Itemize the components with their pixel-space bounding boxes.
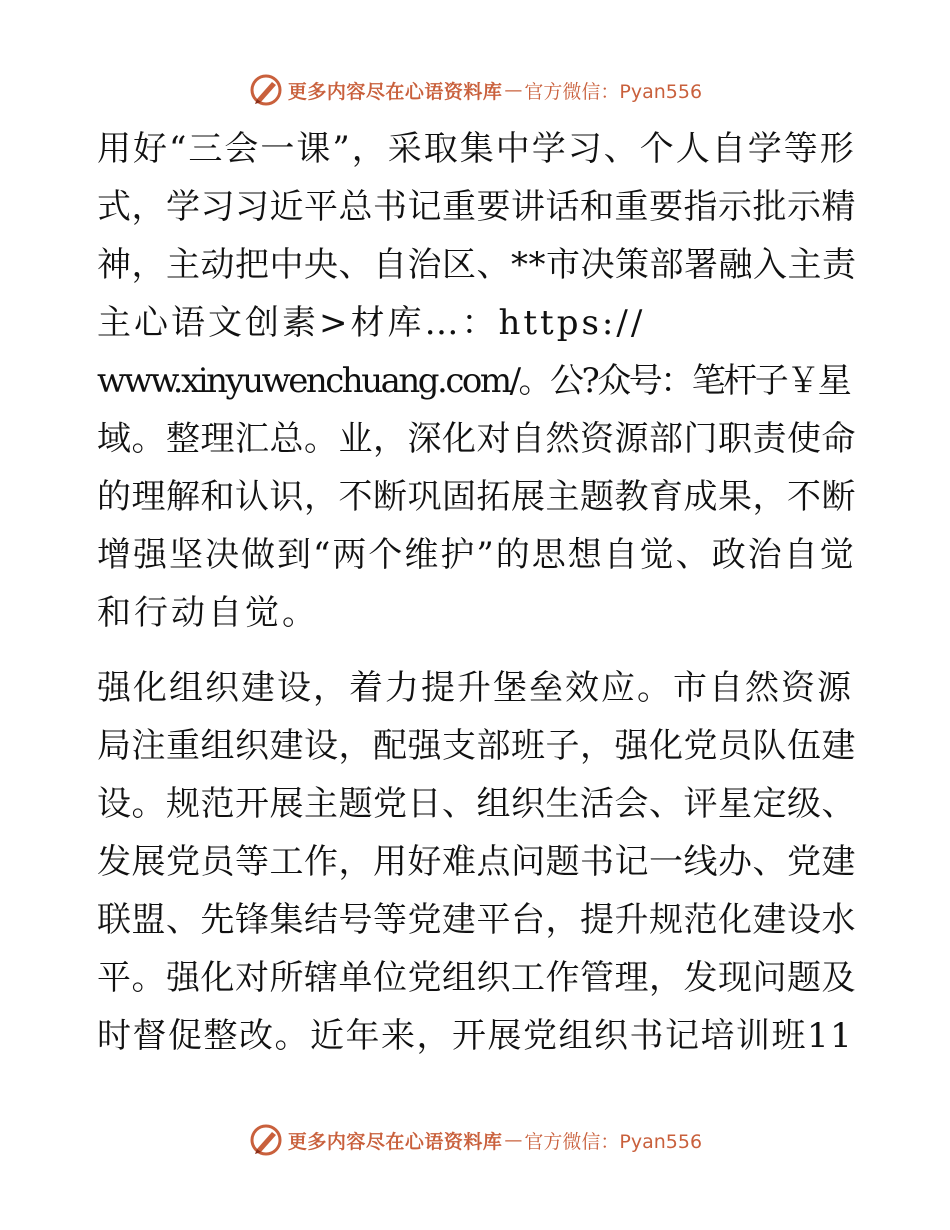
text-line: 和行动自觉。 <box>97 593 319 633</box>
text-line: www.xinyuwenchuang.com/。公?众号：笔杆子￥星 <box>97 361 850 401</box>
text-line: 联盟、先锋集结号等党建平台，提升规范化建设水 <box>97 900 856 940</box>
text-line: 的理解和认识，不断巩固拓展主题教育成果，不断 <box>97 477 856 517</box>
text-line: 发展党员等工作，用好难点问题书记一线办、党建 <box>97 842 856 882</box>
header-watermark <box>0 70 950 110</box>
watermark-separator: — <box>504 79 523 101</box>
text-line: 域。整理汇总。业，深化对自然资源部门职责使命 <box>97 419 856 459</box>
text-line: 局注重组织建设，配强支部班子，强化党员队伍建 <box>97 726 856 766</box>
watermark-brand: 更多内容尽在心语资料库 <box>287 80 503 103</box>
footer-watermark <box>0 1120 950 1160</box>
text-line: 用好“三会一课”，采取集中学习、个人自学等形 <box>97 129 856 169</box>
text-line: 增强坚决做到“两个维护”的思想自觉、政治自觉 <box>97 535 856 575</box>
text-line: 神，主动把中央、自治区、**市决策部署融入主责 <box>97 245 857 285</box>
text-line: 主心语文创素>材库…：https:// <box>97 303 646 343</box>
text-line: 强化组织建设，着力提升堡垒效应。市自然资源 <box>97 668 853 708</box>
watermark-contact: 官方微信：Pyan556 <box>524 1130 703 1153</box>
pen-logo-icon <box>248 1122 284 1158</box>
watermark-brand: 更多内容尽在心语资料库 <box>287 1130 503 1153</box>
text-line: 式，学习习近平总书记重要讲话和重要指示批示精 <box>97 187 856 227</box>
text-line: 设。规范开展主题党日、组织生活会、评星定级、 <box>97 784 856 824</box>
watermark-contact: 官方微信：Pyan556 <box>524 80 703 103</box>
text-line: 时督促整改。近年来，开展党组织书记培训班11 <box>97 1016 854 1056</box>
paragraph-1 <box>97 120 857 642</box>
paragraph-2 <box>97 659 857 1065</box>
watermark-separator: — <box>504 1129 523 1151</box>
text-line: 平。强化对所辖单位党组织工作管理，发现问题及 <box>97 958 856 998</box>
pen-logo-icon <box>248 72 284 108</box>
document-body <box>97 120 857 1065</box>
